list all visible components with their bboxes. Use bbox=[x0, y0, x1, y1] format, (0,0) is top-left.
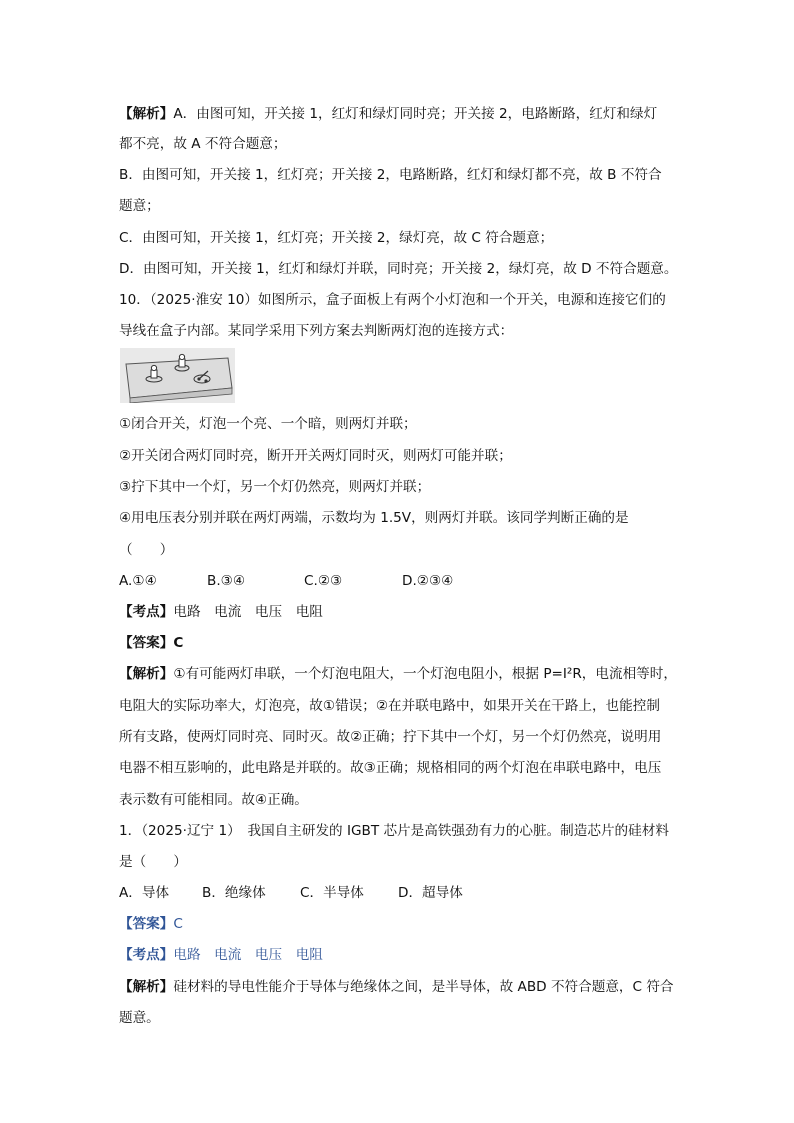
q1-analysis-line-1 bbox=[119, 977, 674, 997]
analysis-tag: 【解析】 bbox=[119, 106, 174, 122]
q10-answer bbox=[119, 633, 183, 653]
answer-tag: 【答案】 bbox=[119, 635, 174, 651]
q10-stem-line-1: 10．（2025·淮安 10）如图所示，盒子面板上有两个小灯泡和一个开关，电源和连接它们的 bbox=[119, 292, 666, 308]
q10-stem-line-2: 导线在盒子内部。某同学采用下列方案去判断两灯泡的连接方式： bbox=[119, 323, 514, 339]
answer-value: C bbox=[173, 916, 183, 932]
q9-analysis-line-6: D．由图可知，开关接 1，红灯和绿灯并联，同时亮；开关接 2，绿灯亮，故 D 不符合题意。 bbox=[119, 261, 678, 277]
analysis-tag: 【解析】 bbox=[119, 666, 174, 682]
q10-statement-3: ③拧下其中一个灯，另一个灯仍然亮，则两灯并联； bbox=[119, 479, 431, 495]
option-c: C．半导体 bbox=[300, 885, 364, 901]
option-d: D.②③④ bbox=[402, 573, 454, 589]
option-b: B.③④ bbox=[207, 573, 246, 589]
q10-answer-blank: （ ） bbox=[119, 542, 174, 558]
q10-analysis-line-1 bbox=[119, 664, 677, 684]
kaodian-tag: 【考点】 bbox=[119, 947, 174, 963]
analysis-tag: 【解析】 bbox=[119, 979, 174, 995]
q10-kaodian bbox=[119, 602, 323, 622]
q1-stem-line-1: 1．（2025·辽宁 1） 我国自主研发的 IGBT 芯片是高铁强劲有力的心脏。制造芯片的硅材料 bbox=[119, 823, 669, 839]
answer-value: C bbox=[173, 635, 184, 651]
q1-stem-line-2: 是（ ） bbox=[119, 854, 187, 870]
option-c: C.②③ bbox=[304, 573, 343, 589]
kaodian-tag: 【考点】 bbox=[119, 604, 174, 620]
q10-analysis-line-3: 所有支路，使两灯同时亮、同时灭。故②正确；拧下其中一个灯，另一个灯仍然亮，说明用 bbox=[119, 729, 662, 745]
answer-tag: 【答案】 bbox=[119, 916, 174, 932]
q1-answer bbox=[119, 914, 183, 934]
q9-analysis-line-2: 都不亮，故 A 不符合题意； bbox=[119, 136, 287, 152]
q10-analysis-line-4: 电器不相互影响的，此电路是并联的。故③正确；规格相同的两个灯泡在串联电路中，电压 bbox=[119, 760, 662, 776]
option-a: A．导体 bbox=[119, 885, 170, 901]
q10-statement-1: ①闭合开关，灯泡一个亮、一个暗，则两灯并联； bbox=[119, 416, 417, 432]
q9-analysis-line-3: B．由图可知，开关接 1，红灯亮；开关接 2，电路断路，红灯和绿灯都不亮，故 B 不符合 bbox=[119, 167, 662, 183]
q9-analysis-line-5: C．由图可知，开关接 1，红灯亮；开关接 2，绿灯亮，故 C 符合题意； bbox=[119, 230, 554, 246]
q9-analysis-line-1 bbox=[119, 104, 657, 124]
q1-options bbox=[119, 883, 463, 903]
q10-statement-4: ④用电压表分别并联在两灯两端，示数均为 1.5V，则两灯并联。该同学判断正确的是 bbox=[119, 510, 629, 526]
analysis-text: 硅材料的导电性能介于导体与绝缘体之间，是半导体，故 ABD 不符合题意，C 符合 bbox=[173, 979, 674, 995]
q10-analysis-line-2: 电阻大的实际功率大，灯泡亮，故①错误；②在并联电路中，如果开关在干路上，也能控制 bbox=[119, 698, 660, 714]
q10-statement-2: ②开关闭合两灯同时亮，断开开关两灯同时灭，则两灯可能并联； bbox=[119, 448, 512, 464]
kaodian-text: 电路 电流 电压 电阻 bbox=[173, 604, 323, 620]
option-d: D．超导体 bbox=[398, 885, 463, 901]
q1-analysis-line-2: 题意。 bbox=[119, 1010, 160, 1026]
q10-analysis-line-5: 表示数有可能相同。故④正确。 bbox=[119, 792, 308, 808]
box-with-bulbs-and-switch-figure bbox=[120, 348, 235, 403]
option-a: A.①④ bbox=[119, 573, 157, 589]
option-b: B．绝缘体 bbox=[202, 885, 266, 901]
analysis-text: A．由图可知，开关接 1，红灯和绿灯同时亮；开关接 2，电路断路，红灯和绿灯 bbox=[173, 106, 658, 122]
analysis-text: ①有可能两灯串联，一个灯泡电阻大，一个灯泡电阻小，根据 P=I²R，电流相等时， bbox=[173, 666, 677, 682]
q1-kaodian bbox=[119, 945, 323, 965]
q10-options bbox=[119, 571, 453, 591]
q9-analysis-line-4: 题意； bbox=[119, 198, 160, 214]
kaodian-text: 电路 电流 电压 电阻 bbox=[173, 947, 323, 963]
